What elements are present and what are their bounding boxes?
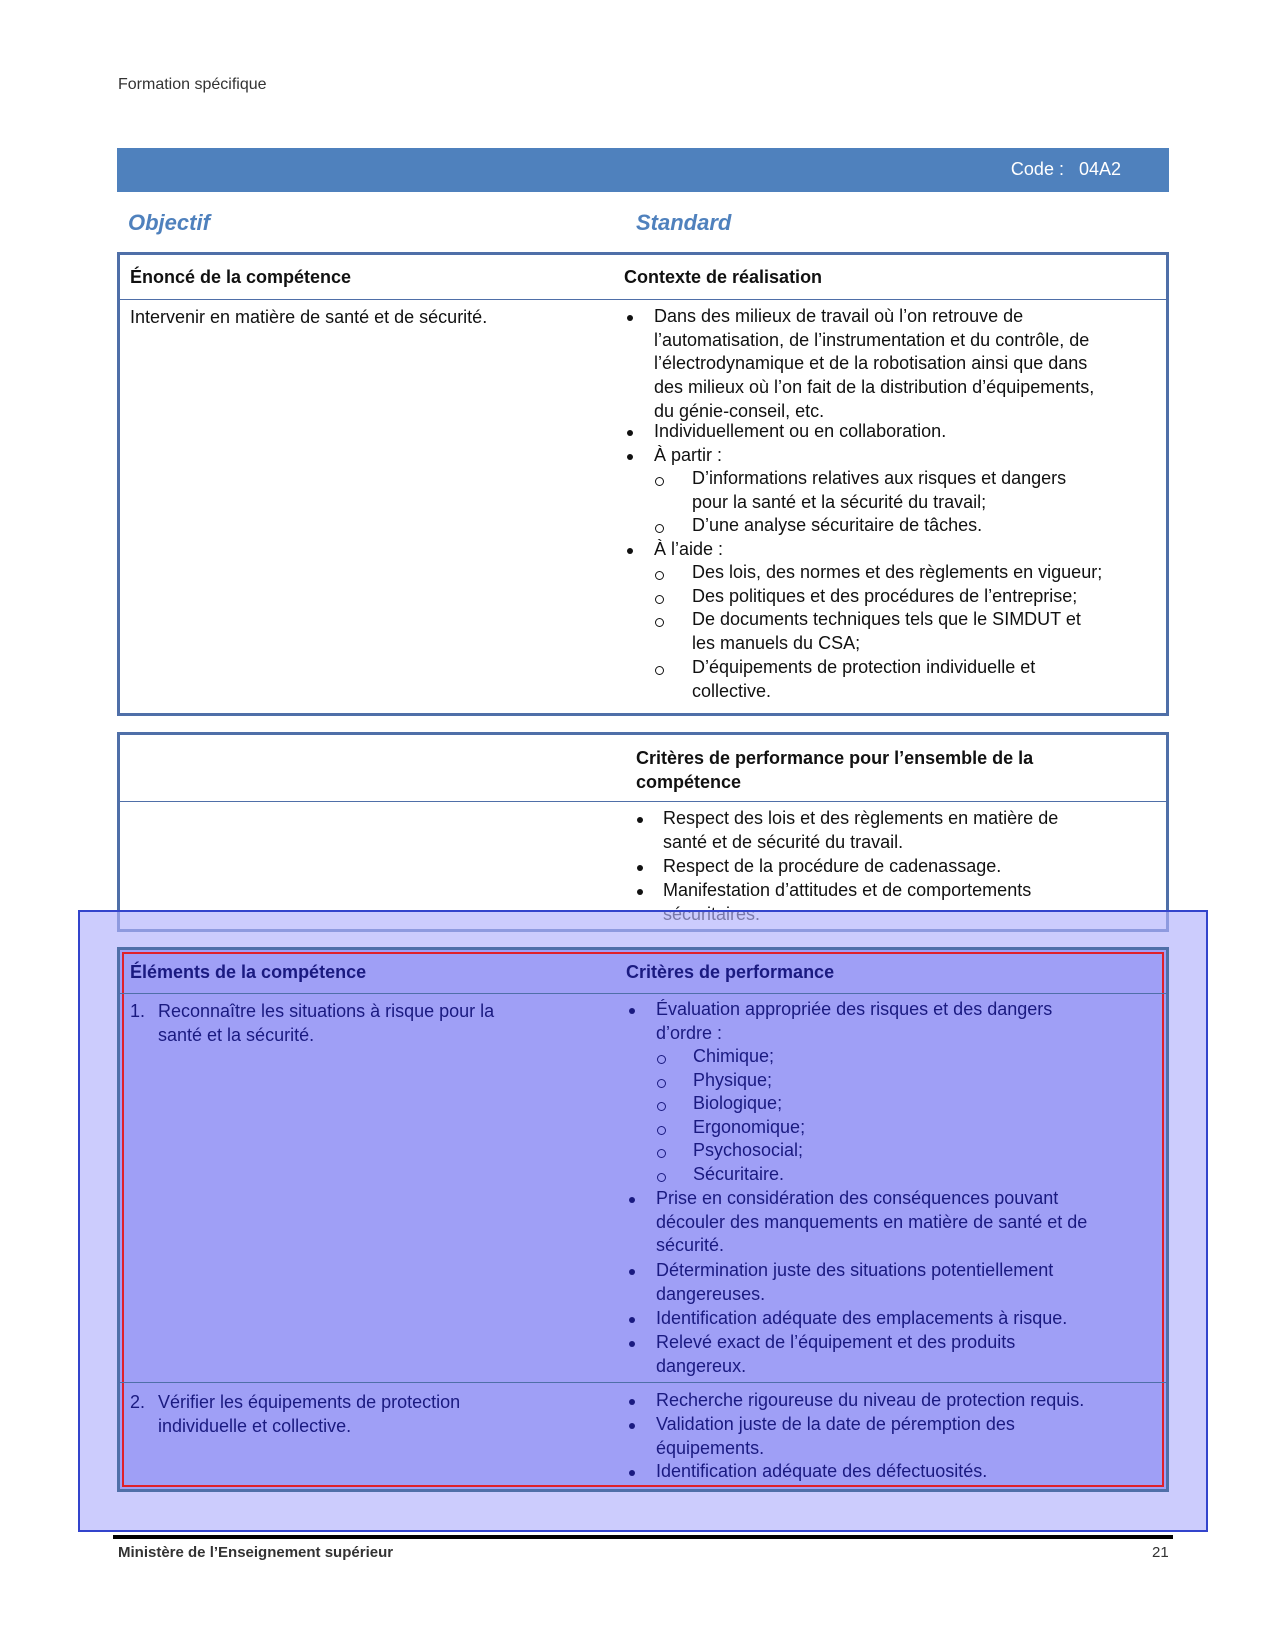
criterion-line: Évaluation appropriée des risques et des dangers — [656, 999, 1053, 1019]
sub-bullet — [655, 595, 664, 604]
criterion-subitem: Psychosocial; — [693, 1140, 804, 1160]
criterion — [656, 1259, 1053, 1306]
context-subitem — [692, 608, 1081, 655]
criterion-line: d’ordre : — [656, 1022, 723, 1043]
footer-ministry: Ministère de l’Enseignement supérieur — [118, 1544, 394, 1561]
criterion-subitem: Chimique; — [693, 1046, 775, 1066]
row-divider — [120, 299, 1166, 300]
context-subitem — [692, 467, 1066, 514]
context-line: du génie-conseil, etc. — [654, 400, 825, 421]
row-divider — [120, 801, 1166, 802]
overall-criteria-table — [117, 732, 1169, 932]
page-number: 21 — [1152, 1544, 1169, 1561]
header-line: Critères de performance pour l’ensemble de la — [636, 748, 1034, 768]
element-text — [158, 1391, 460, 1438]
bullet — [629, 1470, 635, 1476]
row-divider — [120, 1382, 1166, 1383]
sub-bullet — [657, 1126, 666, 1135]
sub-bullet — [657, 1102, 666, 1111]
context-item: À l’aide : — [654, 539, 724, 559]
criterion-subitem: Physique; — [693, 1070, 773, 1090]
context-line: des milieux où l’on fait de la distribution d’équipements, — [654, 377, 1095, 398]
bullet — [627, 315, 633, 321]
bullet — [629, 1399, 635, 1405]
bullet — [627, 548, 633, 554]
criterion-subitem: Sécuritaire. — [693, 1164, 785, 1184]
sub-bullet — [657, 1079, 666, 1088]
context-item — [654, 305, 1094, 424]
context-item: Individuellement ou en collaboration. — [654, 421, 947, 441]
overall-criteria-header — [636, 747, 1033, 794]
element-line: Vérifier les équipements de protection — [158, 1392, 461, 1412]
context-item: À partir : — [654, 445, 723, 465]
sub-bullet — [655, 477, 664, 486]
sub-bullet — [655, 524, 664, 533]
criterion-line: dangereuses. — [656, 1283, 766, 1304]
element-line: individuelle et collective. — [158, 1415, 352, 1436]
sub-bullet — [655, 618, 664, 627]
context-line: D’équipements de protection individuelle et — [692, 657, 1036, 677]
competence-statement: Intervenir en matière de santé et de sécurité. — [130, 307, 488, 327]
footer-rule — [113, 1535, 1173, 1539]
element-text — [158, 1000, 494, 1047]
sub-bullet — [657, 1149, 666, 1158]
context-line: Dans des milieux de travail où l’on retrouve de — [654, 306, 1024, 326]
criterion: Recherche rigoureuse du niveau de protection requis. — [656, 1390, 1085, 1410]
sub-bullet — [655, 666, 664, 675]
running-header: Formation spécifique — [118, 76, 267, 93]
context-header: Contexte de réalisation — [624, 267, 823, 287]
bullet — [629, 1317, 635, 1323]
criterion-subitem: Ergonomique; — [693, 1117, 806, 1137]
competence-table — [117, 252, 1169, 716]
context-subitem — [692, 656, 1035, 703]
sub-bullet — [657, 1173, 666, 1182]
overall-criterion — [663, 807, 1058, 854]
criteria-header: Critères de performance — [626, 962, 835, 982]
criterion — [656, 1413, 1015, 1460]
element-line: Reconnaître les situations à risque pour la — [158, 1001, 495, 1021]
context-line: l’automatisation, de l’instrumentation et du contrôle, de — [654, 329, 1090, 350]
bullet — [629, 1341, 635, 1347]
context-line: De documents techniques tels que le SIMDUT et — [692, 609, 1081, 629]
criterion-line: Détermination juste des situations potentiellement — [656, 1260, 1054, 1280]
context-line: D’informations relatives aux risques et dangers — [692, 468, 1067, 488]
context-subitem: Des politiques et des procédures de l’entreprise; — [692, 586, 1078, 606]
bullet — [637, 889, 643, 895]
objectif-heading: Objectif — [128, 210, 210, 235]
bullet — [629, 1423, 635, 1429]
row-divider — [120, 993, 1166, 994]
element-number: 1. — [130, 1001, 146, 1021]
criterion-line: Relevé exact de l’équipement et des produits — [656, 1332, 1016, 1352]
context-subitem: D’une analyse sécuritaire de tâches. — [692, 515, 983, 535]
sub-bullet — [657, 1055, 666, 1064]
bullet — [637, 865, 643, 871]
criterion-line: équipements. — [656, 1437, 765, 1458]
criterion: Identification adéquate des emplacements à risque. — [656, 1308, 1068, 1328]
element-number: 2. — [130, 1392, 146, 1412]
criterion-line: découler des manquements en matière de santé et de — [656, 1211, 1088, 1232]
context-subitem: Des lois, des normes et des règlements en vigueur; — [692, 562, 1103, 582]
element-line: santé et la sécurité. — [158, 1024, 315, 1045]
bullet — [629, 1269, 635, 1275]
competence-statement-header: Énoncé de la compétence — [130, 267, 352, 287]
criterion-line: santé et de sécurité du travail. — [663, 831, 904, 852]
sub-bullet — [655, 571, 664, 580]
elements-header: Éléments de la compétence — [130, 962, 367, 982]
code-label: Code : 04A2 — [1010, 159, 1121, 179]
criterion-line: Respect des lois et des règlements en matière de — [663, 808, 1059, 828]
bullet — [629, 1197, 635, 1203]
context-line: collective. — [692, 680, 772, 701]
criterion: Identification adéquate des défectuosités. — [656, 1461, 988, 1481]
bullet — [637, 817, 643, 823]
overall-criterion: Respect de la procédure de cadenassage. — [663, 856, 1002, 876]
standard-heading: Standard — [636, 210, 732, 235]
criterion-line: dangereux. — [656, 1355, 747, 1376]
elements-table — [117, 947, 1169, 1492]
context-line: l’électrodynamique et de la robotisation ainsi que dans — [654, 353, 1088, 374]
criterion-line: Prise en considération des conséquences pouvant — [656, 1188, 1059, 1208]
criterion — [656, 998, 1052, 1045]
criterion — [656, 1187, 1087, 1258]
criterion — [656, 1331, 1015, 1378]
bullet — [629, 1008, 635, 1014]
code-band — [117, 148, 1169, 192]
context-line: les manuels du CSA; — [692, 632, 861, 653]
criterion-subitem: Biologique; — [693, 1093, 783, 1113]
header-line: compétence — [636, 771, 742, 792]
criterion-line: sécurité. — [656, 1235, 725, 1256]
criterion-line: Manifestation d’attitudes et de comportements — [663, 880, 1032, 900]
criterion-line: Validation juste de la date de péremption des — [656, 1414, 1015, 1434]
context-line: pour la santé et la sécurité du travail; — [692, 491, 987, 512]
bullet — [627, 430, 633, 436]
bullet — [627, 454, 633, 460]
